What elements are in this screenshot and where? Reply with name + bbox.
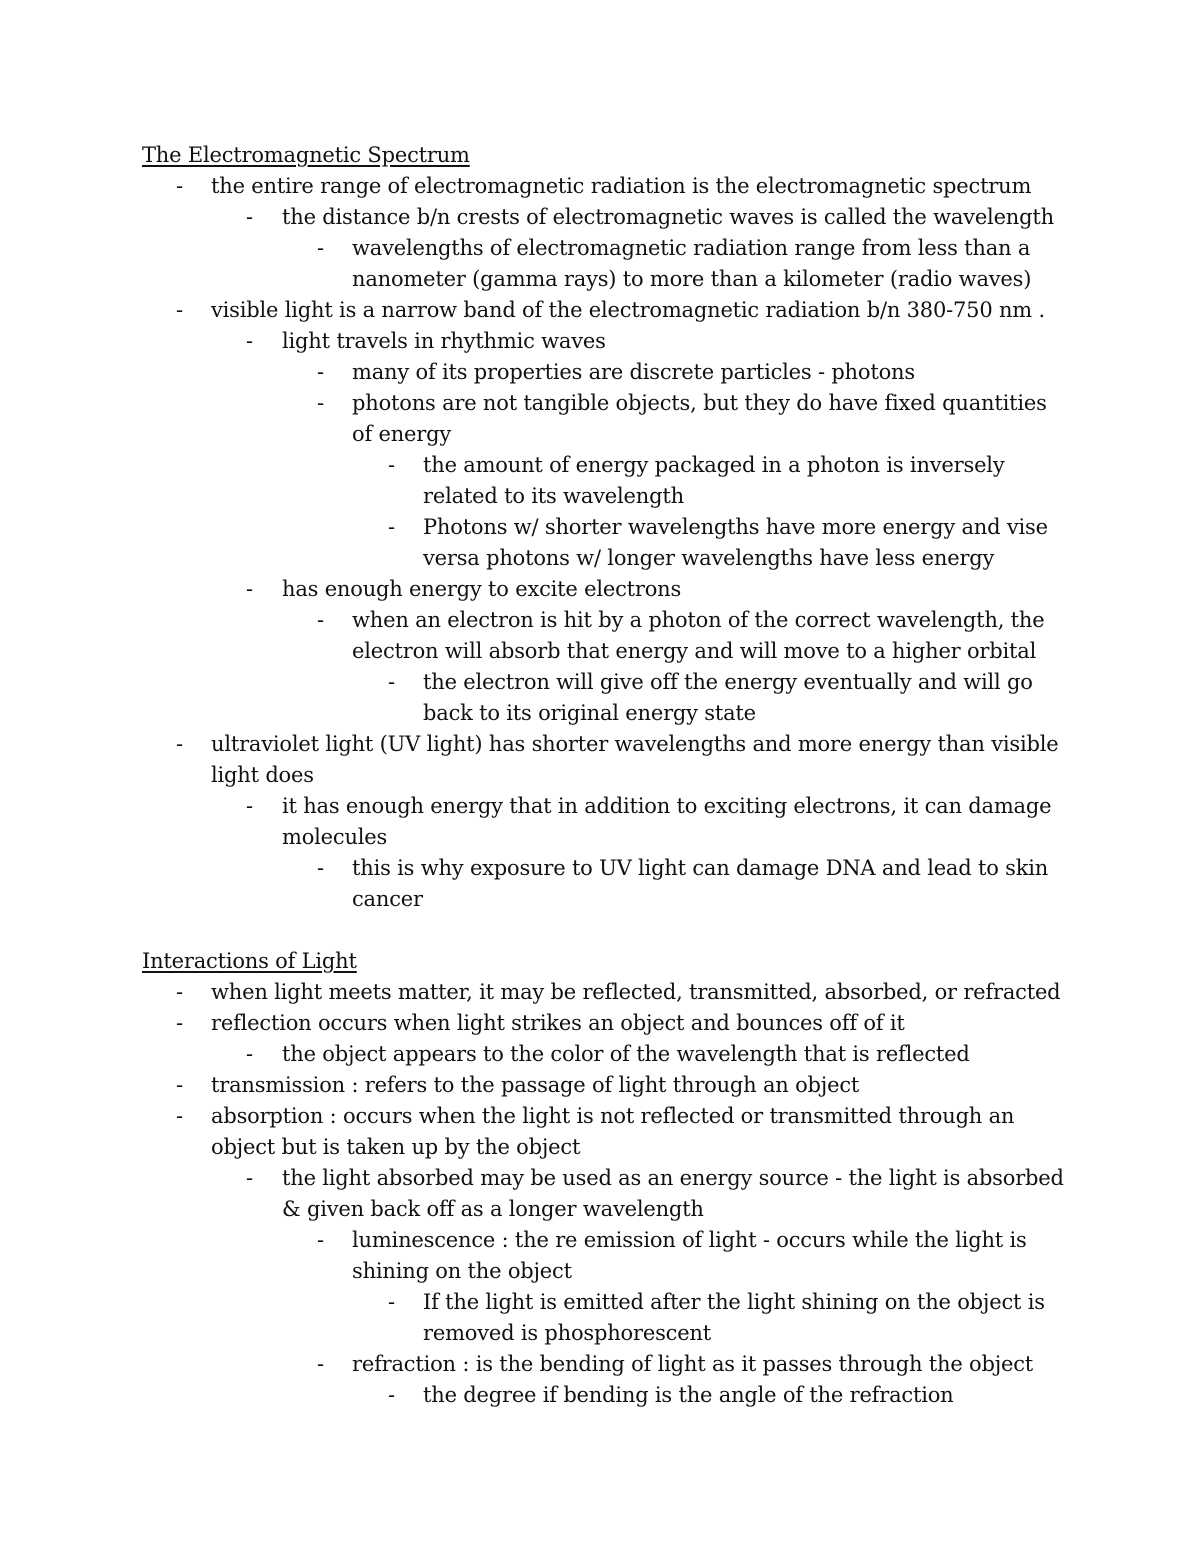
bullet-dash: -: [176, 1104, 183, 1128]
bullet-dash: -: [317, 608, 324, 632]
item-text: when an electron is hit by a photon of the correct wavelength, the: [352, 608, 1045, 632]
item-text: many of its properties are discrete particles - photons: [352, 360, 915, 384]
bullet-item: [0, 1349, 1200, 1380]
bullet-item: [0, 853, 1200, 884]
item-text: when light meets matter, it may be reflected, transmitted, absorbed, or refracted: [211, 980, 1061, 1004]
item-text: it has enough energy that in addition to exciting electrons, it can damage: [282, 794, 1052, 818]
section-heading: [0, 140, 1200, 171]
bullet-dash: -: [246, 577, 253, 601]
item-text: has enough energy to excite electrons: [282, 577, 682, 601]
item-text: cancer: [352, 887, 423, 911]
item-text: If the light is emitted after the light shining on the object is: [423, 1290, 1045, 1314]
bullet-item: [0, 202, 1200, 233]
bullet-item: [0, 1008, 1200, 1039]
bullet-dash: -: [317, 856, 324, 880]
item-text: & given back off as a longer wavelength: [282, 1197, 704, 1221]
bullet-dash: -: [388, 453, 395, 477]
document-page: [0, 140, 1200, 1411]
bullet-dash: -: [388, 515, 395, 539]
bullet-continuation: [0, 419, 1200, 450]
bullet-continuation: [0, 1256, 1200, 1287]
item-text: the light absorbed may be used as an energy source - the light is absorbed: [282, 1166, 1064, 1190]
bullet-item: [0, 1039, 1200, 1070]
bullet-item: [0, 450, 1200, 481]
item-text: versa photons w/ longer wavelengths have less energy: [423, 546, 995, 570]
bullet-dash: -: [317, 1352, 324, 1376]
bullet-item: [0, 1101, 1200, 1132]
item-text: removed is phosphorescent: [423, 1321, 711, 1345]
item-text: visible light is a narrow band of the electromagnetic radiation b/n 380-750 nm .: [211, 298, 1045, 322]
bullet-dash: -: [317, 236, 324, 260]
item-text: the distance b/n crests of electromagnetic waves is called the wavelength: [282, 205, 1054, 229]
heading-text: The Electromagnetic Spectrum: [142, 143, 470, 167]
bullet-continuation: [0, 1318, 1200, 1349]
bullet-item: [0, 1380, 1200, 1411]
bullet-dash: -: [388, 1290, 395, 1314]
item-text: electron will absorb that energy and will move to a higher orbital: [352, 639, 1037, 663]
bullet-continuation: [0, 264, 1200, 295]
item-text: molecules: [282, 825, 388, 849]
item-text: the object appears to the color of the wavelength that is reflected: [282, 1042, 970, 1066]
item-text: nanometer (gamma rays) to more than a kilometer (radio waves): [352, 267, 1032, 291]
bullet-continuation: [0, 822, 1200, 853]
item-text: Photons w/ shorter wavelengths have more energy and vise: [423, 515, 1048, 539]
bullet-continuation: [0, 636, 1200, 667]
bullet-item: [0, 171, 1200, 202]
bullet-dash: -: [246, 205, 253, 229]
bullet-dash: -: [176, 298, 183, 322]
item-text: the electron will give off the energy eventually and will go: [423, 670, 1033, 694]
item-text: photons are not tangible objects, but they do have fixed quantities: [352, 391, 1047, 415]
section-heading: [0, 946, 1200, 977]
bullet-continuation: [0, 1194, 1200, 1225]
bullet-dash: -: [388, 670, 395, 694]
bullet-item: [0, 233, 1200, 264]
bullet-item: [0, 1163, 1200, 1194]
bullet-dash: -: [317, 391, 324, 415]
bullet-dash: -: [176, 174, 183, 198]
item-text: reflection occurs when light strikes an object and bounces off of it: [211, 1011, 905, 1035]
bullet-item: [0, 295, 1200, 326]
bullet-item: [0, 357, 1200, 388]
bullet-item: [0, 667, 1200, 698]
item-text: luminescence : the re emission of light - occurs while the light is: [352, 1228, 1027, 1252]
item-text: the entire range of electromagnetic radiation is the electromagnetic spectrum: [211, 174, 1032, 198]
bullet-continuation: [0, 481, 1200, 512]
item-text: of energy: [352, 422, 452, 446]
bullet-dash: -: [388, 1383, 395, 1407]
item-text: transmission : refers to the passage of light through an object: [211, 1073, 860, 1097]
item-text: light does: [211, 763, 314, 787]
heading-text: Interactions of Light: [142, 949, 357, 973]
bullet-dash: -: [176, 1011, 183, 1035]
bullet-item: [0, 729, 1200, 760]
bullet-continuation: [0, 698, 1200, 729]
bullet-dash: -: [176, 980, 183, 1004]
bullet-dash: -: [246, 1042, 253, 1066]
item-text: shining on the object: [352, 1259, 572, 1283]
item-text: the degree if bending is the angle of the refraction: [423, 1383, 954, 1407]
item-text: back to its original energy state: [423, 701, 756, 725]
bullet-item: [0, 977, 1200, 1008]
bullet-item: [0, 1070, 1200, 1101]
bullet-item: [0, 388, 1200, 419]
bullet-dash: -: [176, 732, 183, 756]
bullet-dash: -: [246, 1166, 253, 1190]
item-text: wavelengths of electromagnetic radiation range from less than a: [352, 236, 1031, 260]
item-text: this is why exposure to UV light can damage DNA and lead to skin: [352, 856, 1049, 880]
bullet-item: [0, 512, 1200, 543]
item-text: object but is taken up by the object: [211, 1135, 581, 1159]
bullet-continuation: [0, 1132, 1200, 1163]
bullet-item: [0, 1287, 1200, 1318]
bullet-dash: -: [246, 329, 253, 353]
item-text: the amount of energy packaged in a photon is inversely: [423, 453, 1005, 477]
bullet-dash: -: [176, 1073, 183, 1097]
bullet-continuation: [0, 760, 1200, 791]
bullet-item: [0, 791, 1200, 822]
bullet-item: [0, 1225, 1200, 1256]
blank-line: [0, 915, 1200, 946]
bullet-dash: -: [317, 1228, 324, 1252]
item-text: light travels in rhythmic waves: [282, 329, 606, 353]
item-text: refraction : is the bending of light as it passes through the object: [352, 1352, 1034, 1376]
bullet-dash: -: [317, 360, 324, 384]
bullet-item: [0, 605, 1200, 636]
bullet-dash: -: [246, 794, 253, 818]
item-text: absorption : occurs when the light is not reflected or transmitted through an: [211, 1104, 1015, 1128]
bullet-continuation: [0, 543, 1200, 574]
bullet-item: [0, 574, 1200, 605]
item-text: related to its wavelength: [423, 484, 684, 508]
item-text: ultraviolet light (UV light) has shorter wavelengths and more energy than visible: [211, 732, 1059, 756]
bullet-continuation: [0, 884, 1200, 915]
bullet-item: [0, 326, 1200, 357]
